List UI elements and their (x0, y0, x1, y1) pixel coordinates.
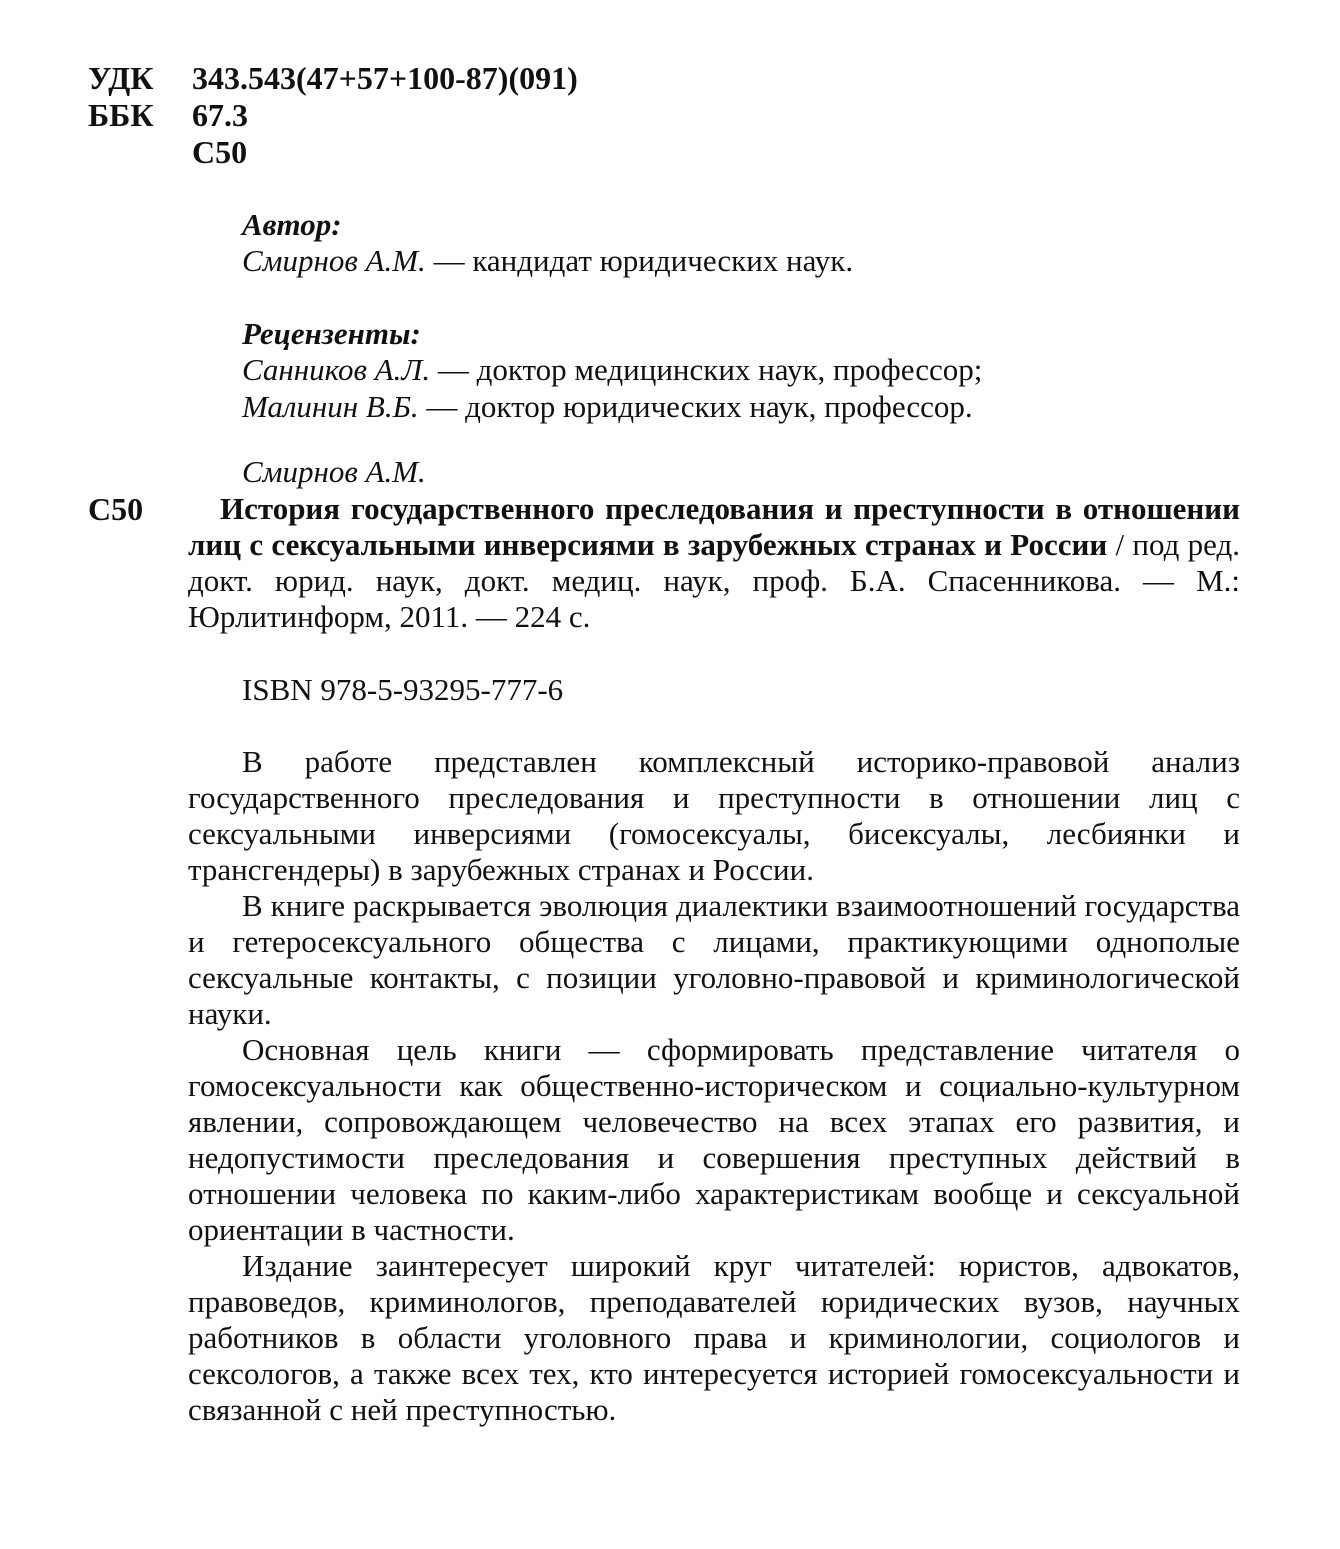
author-line (242, 243, 1242, 280)
author-name: Смирнов А.М. (242, 243, 426, 278)
catalog-description (188, 491, 1240, 635)
author-cipher: С50 (192, 134, 248, 170)
abstract-paragraph: Основная цель книги — сформировать представление читателя о гомосексуальности как общественно-историческом и социально-культурном явлении, сопровождающем человечество на всех этапах его развития, и недопустимости преследования и совершения преступных действий в отношении человека по каким-либо характеристикам вообще и сексуальной ориентации в частности. (188, 1032, 1240, 1247)
udk-row (88, 60, 578, 97)
author-role: — кандидат юридических наук. (425, 243, 854, 278)
catalog-entry (88, 491, 1240, 641)
classification-codes (88, 60, 578, 171)
bbk-row (88, 97, 578, 134)
reviewer-line (242, 389, 1242, 426)
publication-details: / под ред. докт. юрид. наук, докт. медиц. наук, проф. Б.А. Спасенникова. — М.: Юрлитинформ, 2011. — 224 с. (188, 527, 1240, 634)
credits-block (242, 207, 1242, 426)
abstract-paragraph: В работе представлен комплексный историко-правовой анализ государственного преследования и преступности в отношении лиц с сексуальными инверсиями (гомосексуалы, бисексуалы, лесбиянки и трансгендеры) в зарубежных странах и России. (188, 744, 1240, 887)
udk-label: УДК (88, 60, 154, 96)
catalog-record (88, 454, 1240, 641)
udk-value: 343.543(47+57+100-87)(091) (192, 60, 578, 96)
reviewers-heading: Рецензенты: (242, 316, 421, 351)
abstract-paragraph: Издание заинтересует широкий круг читателей: юристов, адвокатов, правоведов, криминологов, преподавателей юридических вузов, научных работников в области уголовного права и криминологии, социологов и сексологов, а также всех тех, кто интересуется историей гомосексуальности и связанной с ней преступностью. (188, 1248, 1240, 1427)
bbk-label: ББК (88, 97, 154, 133)
book-title: История государственного преследования и преступности в отношении лиц с сексуальными инверсиями в зарубежных странах и России (188, 491, 1240, 562)
abstract (188, 744, 1240, 1428)
reviewer-role: — доктор медицинских наук, профессор; (430, 352, 983, 387)
catalog-author: Смирнов А.М. (242, 454, 426, 489)
isbn: ISBN 978-5-93295-777-6 (242, 672, 564, 707)
bbk-value: 67.3 (192, 97, 248, 133)
reviewer-line (242, 352, 1242, 389)
reviewer-role: — доктор юридических наук, профессор. (418, 389, 973, 424)
reviewer-name: Малинин В.Б. (242, 389, 419, 424)
cipher-row (88, 134, 578, 171)
abstract-paragraph: В книге раскрывается эволюция диалектики взаимоотношений государства и гетеросексуального общества с лицами, практикующими однополые сексуальные контакты, с позиции уголовно-правовой и криминологической науки. (188, 888, 1240, 1031)
author-heading: Автор: (242, 207, 342, 242)
catalog-cipher: С50 (88, 491, 144, 527)
reviewer-name: Санников А.Л. (242, 352, 431, 387)
